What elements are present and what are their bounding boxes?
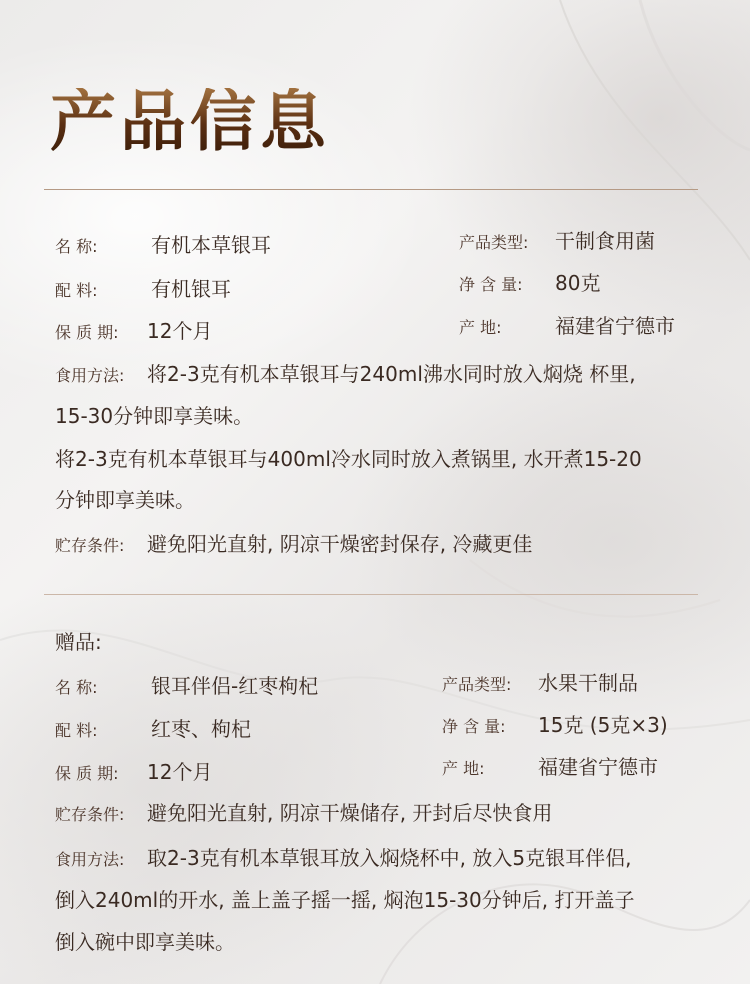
product-net-value: 80克 (555, 271, 601, 295)
product-shelf-label: 保 质 期: (55, 323, 119, 342)
gift-net-row (442, 715, 668, 735)
gift-name-row (55, 676, 318, 696)
gift-type-row (442, 673, 638, 693)
gift-storage-label: 贮存条件: (55, 805, 125, 824)
gift-ingredients-label: 配 料: (55, 721, 98, 740)
product-ingredients-value: 有机银耳 (151, 277, 231, 301)
gift-type-value: 水果干制品 (538, 671, 638, 695)
gift-storage-row (55, 803, 552, 823)
product-origin-label: 产 地: (459, 318, 502, 337)
gift-ingredients-value: 红枣、枸杞 (151, 717, 251, 741)
product-usage-row (55, 364, 636, 384)
gift-shelf-value: 12个月 (147, 760, 213, 784)
product-usage-line2: 15-30分钟即享美味。 (55, 404, 254, 428)
product-ingredients-row (55, 279, 231, 299)
product-name-value: 有机本草银耳 (151, 233, 271, 257)
gift-origin-row (442, 757, 658, 777)
gift-heading: 赠品: (55, 630, 102, 654)
gift-usage-row (55, 848, 631, 868)
product-usage-line1: 将2-3克有机本草银耳与240ml沸水同时放入焖烧 杯里, (147, 362, 636, 386)
gift-shelf-row (55, 762, 212, 782)
product-type-label: 产品类型: (459, 233, 529, 252)
product-usage-line3: 将2-3克有机本草银耳与400ml冷水同时放入煮锅里, 水开煮15-20 (55, 447, 642, 471)
gift-net-value: 15克 (5克×3) (538, 713, 668, 737)
product-origin-row (459, 316, 675, 336)
gift-net-label: 净 含 量: (442, 717, 506, 736)
product-usage-label: 食用方法: (55, 366, 125, 385)
gift-usage-label: 食用方法: (55, 850, 125, 869)
product-storage-value: 避免阳光直射, 阴凉干燥密封保存, 冷藏更佳 (147, 532, 533, 556)
product-origin-value: 福建省宁德市 (555, 314, 675, 338)
gift-shelf-label: 保 质 期: (55, 764, 119, 783)
page-title: 产品信息 (50, 82, 330, 160)
gift-usage-line1: 取2-3克有机本草银耳放入焖烧杯中, 放入5克银耳伴侣, (147, 846, 632, 870)
product-name-row (55, 235, 271, 255)
product-usage-line4: 分钟即享美味。 (55, 488, 195, 512)
gift-type-label: 产品类型: (442, 675, 512, 694)
product-ingredients-label: 配 料: (55, 281, 98, 300)
product-name-label: 名 称: (55, 237, 98, 256)
product-type-row (459, 231, 655, 251)
gift-storage-value: 避免阳光直射, 阴凉干燥储存, 开封后尽快食用 (147, 801, 553, 825)
gift-origin-value: 福建省宁德市 (538, 755, 658, 779)
product-type-value: 干制食用菌 (555, 229, 655, 253)
product-storage-row (55, 534, 532, 554)
gift-ingredients-row (55, 719, 251, 739)
gift-name-label: 名 称: (55, 678, 98, 697)
product-net-row (459, 273, 600, 293)
product-shelf-value: 12个月 (147, 319, 213, 343)
product-storage-label: 贮存条件: (55, 536, 125, 555)
product-net-label: 净 含 量: (459, 275, 523, 294)
section-divider (44, 594, 698, 595)
title-divider (44, 189, 698, 190)
gift-origin-label: 产 地: (442, 759, 485, 778)
gift-usage-line3: 倒入碗中即享美味。 (55, 930, 235, 954)
gift-name-value: 银耳伴侣-红枣枸杞 (151, 674, 319, 698)
gift-usage-line2: 倒入240ml的开水, 盖上盖子摇一摇, 焖泡15-30分钟后, 打开盖子 (55, 888, 635, 912)
product-shelf-row (55, 321, 212, 341)
